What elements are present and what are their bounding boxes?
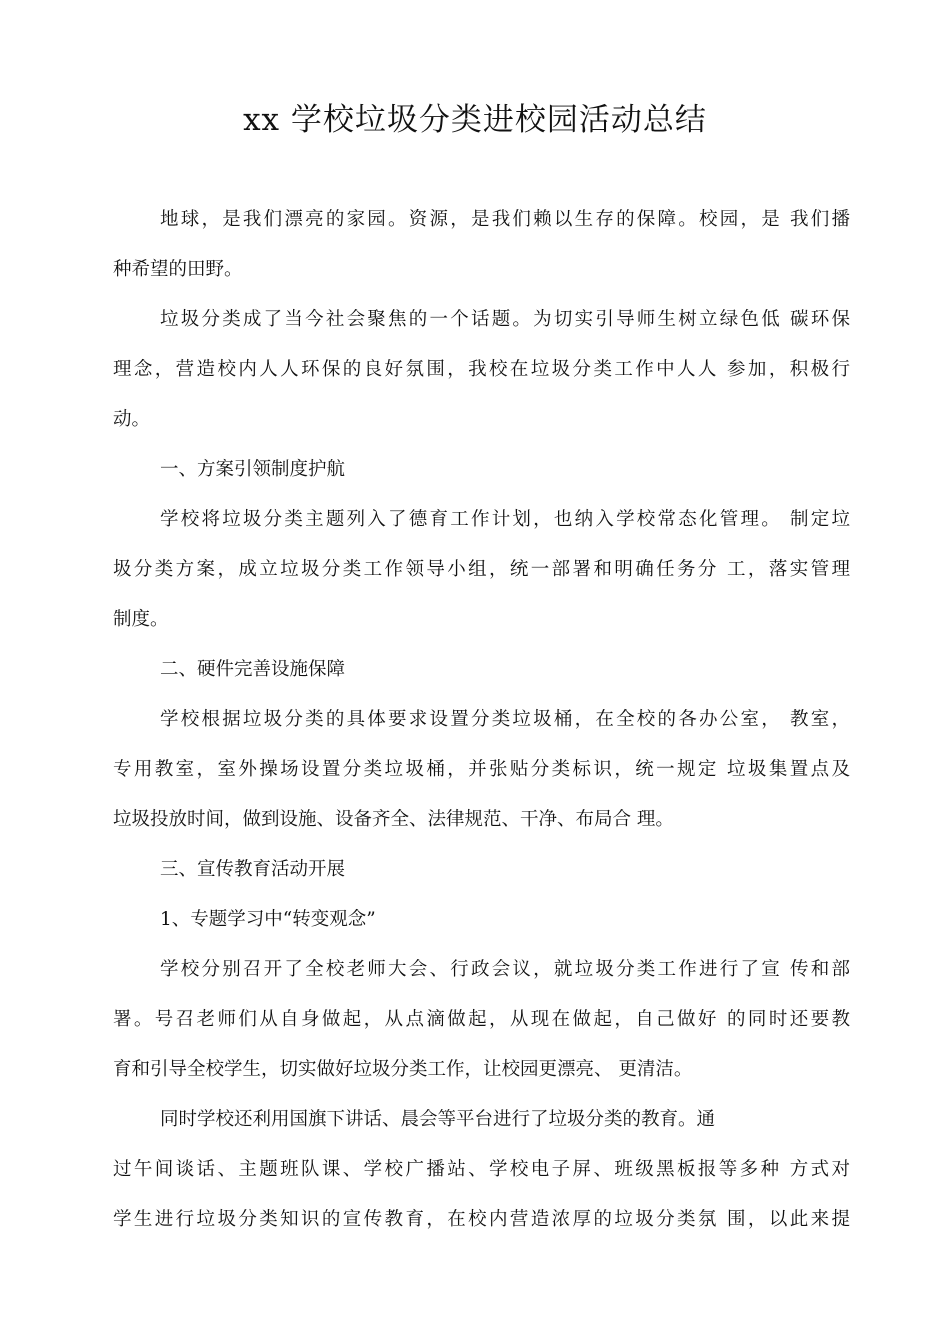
section-heading: 三、宣传教育活动开展 (160, 859, 346, 880)
paragraph-line: 动。 (113, 409, 151, 430)
paragraph-line: 学校将垃圾分类主题列入了德育工作计划，也纳入学校常态化管理。 制定垃 (160, 509, 850, 530)
paragraph-line: 同时学校还利用国旗下讲话、晨会等平台进行了垃圾分类的教育。通 (160, 1109, 716, 1130)
paragraph-line: 制度。 (113, 609, 169, 630)
paragraph-line: 地球，是我们漂亮的家园。资源，是我们赖以生存的保障。校园，是 我们播 (160, 209, 850, 230)
paragraph-line: 种希望的田野。 (113, 259, 243, 280)
document-title: xx 学校垃圾分类进校园活动总结 (243, 102, 707, 138)
paragraph-line: 专用教室，室外操场设置分类垃圾桶，并张贴分类标识，统一规定 垃圾集置点及 (113, 759, 850, 780)
paragraph-line: 学校分别召开了全校老师大会、行政会议，就垃圾分类工作进行了宣 传和部 (160, 959, 850, 980)
paragraph-line: 垃圾分类成了当今社会聚焦的一个话题。为切实引导师生树立绿色低 碳环保 (160, 309, 850, 330)
paragraph-line: 垃圾投放时间，做到设施、设备齐全、法律规范、干净、布局合 理。 (113, 809, 674, 830)
paragraph-line: 理念，营造校内人人环保的良好氛围，我校在垃圾分类工作中人人 参加，积极行 (113, 359, 850, 380)
paragraph-line: 学生进行垃圾分类知识的宣传教育，在校内营造浓厚的垃圾分类氛 围，以此来提 (113, 1209, 850, 1230)
subsection-heading: 1、专题学习中“转变观念” (160, 909, 376, 930)
paragraph-line: 育和引导全校学生，切实做好垃圾分类工作，让校园更漂亮、 更清洁。 (113, 1059, 693, 1080)
paragraph-line: 圾分类方案，成立垃圾分类工作领导小组，统一部署和明确任务分 工，落实管理 (113, 559, 850, 580)
section-heading: 二、硬件完善设施保障 (160, 659, 346, 680)
paragraph-line: 过午间谈话、主题班队课、学校广播站、学校电子屏、班级黑板报等多种 方式对 (113, 1159, 850, 1180)
paragraph-line: 署。号召老师们从自身做起，从点滴做起，从现在做起，自己做好 的同时还要教 (113, 1009, 850, 1030)
paragraph-line: 学校根据垃圾分类的具体要求设置分类垃圾桶，在全校的各办公室， 教室， (160, 709, 850, 730)
section-heading: 一、方案引领制度护航 (160, 459, 346, 480)
